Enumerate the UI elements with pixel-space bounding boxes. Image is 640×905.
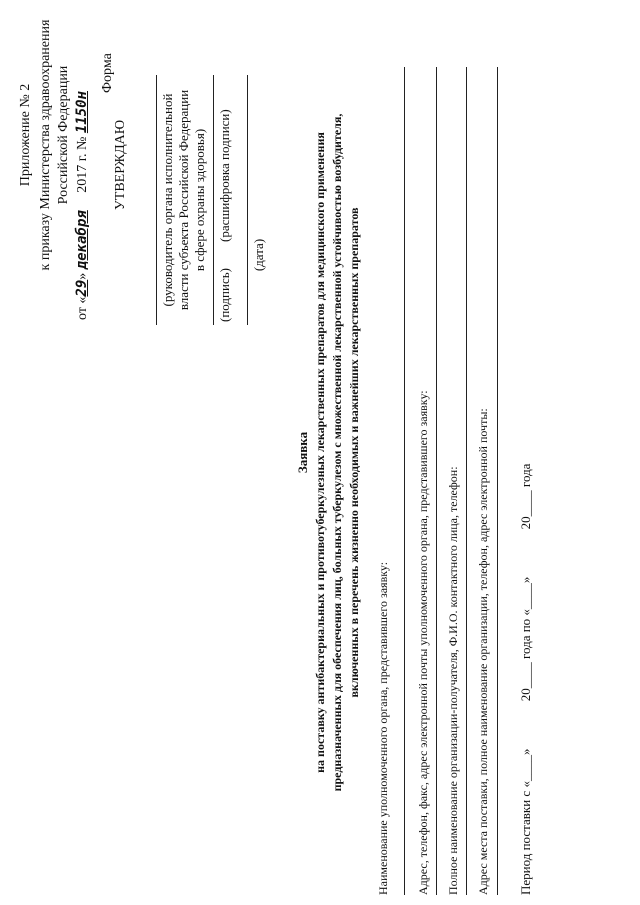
date-caption: (дата)	[251, 238, 266, 272]
authority-contacts-line	[436, 67, 437, 895]
official-caption-2: власти субъекта Российской Федерации	[176, 89, 191, 311]
date-sep: »	[75, 272, 90, 280]
official-caption-1: (руководитель органа исполнительной	[160, 93, 175, 307]
authority-name-line	[404, 67, 405, 895]
period-start: Период поставки с «____»	[518, 748, 533, 895]
signature-caption: (подпись)	[217, 268, 232, 322]
recipient-label: Полное наименование организации-получателя, Ф.И.О. контактного лица, телефон:	[446, 466, 460, 895]
period-end: 20____ года	[518, 463, 533, 530]
title-line-1: на поставку антибактериальных и противотуберкулезных лекарственных препаратов для медицинского применения	[313, 132, 327, 773]
date-prefix: от «	[75, 296, 90, 320]
approval-title: УТВЕРЖДАЮ	[113, 119, 128, 211]
official-line	[156, 75, 157, 325]
period-middle: 20____ года по «____»	[518, 576, 533, 702]
document-title: Заявка	[295, 431, 310, 474]
authority-contacts-label: Адрес, телефон, факс, адрес электронной почты уполномоченного органа, представившего заявку:	[416, 390, 430, 895]
appendix-heading: Приложение № 2	[18, 83, 33, 187]
decryption-caption: (расшифровка подписи)	[217, 109, 232, 242]
authority-name-label: Наименование уполномоченного органа, представившего заявку:	[376, 561, 390, 895]
date-month: декабря	[74, 210, 90, 270]
date-year: 2017 г. №	[75, 136, 90, 193]
title-line-3: включенных в перечень жизненно необходимых и важнейших лекарственных препаратов	[347, 207, 361, 698]
date-day: 29	[74, 279, 90, 297]
order-number: 1150н	[74, 91, 90, 134]
official-caption-3: в сфере охраны здоровья)	[192, 128, 207, 272]
form-label: Форма	[100, 53, 115, 93]
date-line	[247, 75, 248, 325]
federation-line: Российской Федерации	[56, 65, 71, 205]
delivery-place-line	[497, 67, 498, 895]
signature-line	[213, 75, 214, 325]
order-date-line	[74, 91, 91, 320]
recipient-line	[466, 67, 467, 895]
delivery-period	[518, 464, 534, 895]
delivery-place-label: Адрес места поставки, полное наименование организации, телефон, адрес электронной почты:	[476, 408, 490, 895]
order-reference: к приказу Министерства здравоохранения	[38, 19, 53, 271]
title-line-2: предназначенных для обеспечения лиц, больных туберкулезом с множественной лекарственной устойчивостью возбудителя,	[330, 113, 344, 792]
